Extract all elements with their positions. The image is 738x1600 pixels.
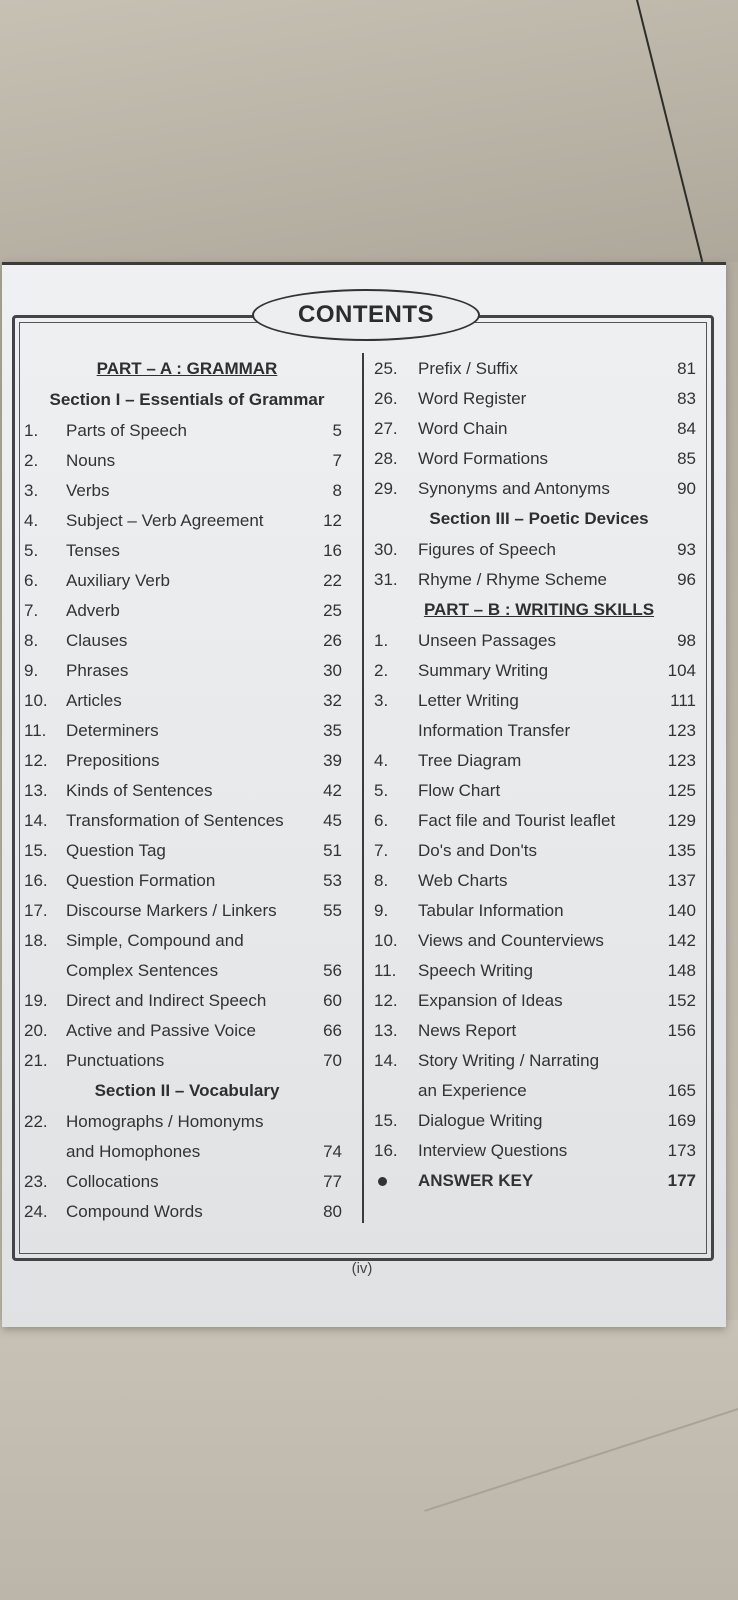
toc-entry-number: 29.	[374, 479, 398, 498]
toc-entry-page: 35	[323, 721, 342, 740]
toc-entry-title: Do's and Don'ts	[418, 841, 537, 860]
section-3-list	[374, 534, 704, 594]
toc-entry-number: 7.	[374, 841, 389, 860]
toc-entry-number: 1.	[24, 421, 39, 440]
toc-entry-title: Unseen Passages	[418, 631, 556, 650]
toc-entry-title: Tenses	[66, 541, 120, 560]
toc-entry-title: Word Formations	[418, 449, 549, 468]
contents-title: CONTENTS	[252, 289, 480, 341]
toc-entry	[24, 655, 350, 685]
toc-entry-page: 142	[667, 931, 696, 950]
toc-entry-title: Direct and Indirect Speech	[66, 991, 267, 1010]
toc-entry	[24, 745, 350, 775]
toc-entry-title: Kinds of Sentences	[66, 781, 213, 800]
toc-entry-title: Synonyms and Antonyms	[418, 479, 610, 498]
toc-entry-number: 25.	[374, 359, 398, 378]
toc-entry-number: 11.	[374, 961, 397, 980]
part-a-heading: PART – A : GRAMMAR	[96, 359, 278, 378]
toc-entry-title: Auxiliary Verb	[66, 571, 170, 590]
toc-entry	[24, 1196, 350, 1226]
toc-entry-title: Simple, Compound and	[66, 931, 244, 950]
toc-entry-title: Flow Chart	[418, 781, 501, 800]
toc-entry-title: Rhyme / Rhyme Scheme	[418, 570, 607, 589]
toc-entry-page: 93	[677, 540, 696, 559]
toc-entry-number: 13.	[374, 1021, 398, 1040]
toc-entry-title: Information Transfer	[418, 721, 571, 740]
toc-entry-number: 5.	[24, 541, 39, 560]
section-2-continued-list	[374, 353, 704, 503]
section-3-heading: Section III – Poetic Devices	[429, 509, 649, 528]
toc-entry-page: 84	[677, 419, 696, 438]
floor-background-bottom	[0, 1320, 738, 1600]
toc-entry	[24, 985, 350, 1015]
toc-entry-number: 16.	[374, 1141, 398, 1160]
toc-entry-title: News Report	[418, 1021, 517, 1040]
toc-entry	[374, 534, 704, 564]
toc-entry	[374, 1045, 704, 1075]
toc-entry	[24, 445, 350, 475]
answer-key-label: ANSWER KEY	[418, 1171, 534, 1190]
toc-entry-page: 173	[667, 1141, 696, 1160]
column-divider	[362, 353, 364, 1223]
toc-entry-number: 1.	[374, 631, 389, 650]
toc-entry-number: 23.	[24, 1172, 48, 1191]
part-b-heading: PART – B : WRITING SKILLS	[423, 600, 655, 619]
toc-entry	[374, 685, 704, 715]
toc-entry-title: Tabular Information	[418, 901, 564, 920]
toc-entry-number: 13.	[24, 781, 48, 800]
toc-entry-number: 10.	[24, 691, 48, 710]
toc-entry-page: 83	[677, 389, 696, 408]
toc-entry-title: Compound Words	[66, 1202, 203, 1221]
toc-entry-title: Nouns	[66, 451, 116, 470]
toc-entry-page: 98	[677, 631, 696, 650]
toc-entry	[24, 805, 350, 835]
toc-entry-page: 60	[323, 991, 342, 1010]
toc-entry-number: 17.	[24, 901, 48, 920]
toc-entry	[374, 955, 704, 985]
toc-entry	[374, 805, 704, 835]
toc-entry-number: 31.	[374, 570, 398, 589]
toc-entry	[24, 535, 350, 565]
toc-entry-number: 14.	[24, 811, 48, 830]
toc-entry	[24, 715, 350, 745]
answer-key-row	[374, 1165, 704, 1195]
toc-entry	[24, 565, 350, 595]
toc-entry-title: Prefix / Suffix	[418, 359, 518, 378]
toc-entry-page: 152	[667, 991, 696, 1010]
toc-entry-page: 123	[667, 721, 696, 740]
toc-entry-page: 80	[323, 1202, 342, 1221]
toc-entry-page: 22	[323, 571, 342, 590]
toc-entry	[374, 775, 704, 805]
left-column	[24, 353, 350, 1226]
toc-entry-number: 15.	[24, 841, 48, 860]
toc-entry-page: 77	[323, 1172, 342, 1191]
toc-entry-number: 30.	[374, 540, 398, 559]
toc-entry-page: 125	[667, 781, 696, 800]
section-1-heading: Section I – Essentials of Grammar	[49, 390, 325, 409]
toc-entry-page: 123	[667, 751, 696, 770]
section-2-list	[24, 1106, 350, 1226]
toc-entry	[24, 415, 350, 445]
toc-entry-page: 96	[677, 570, 696, 589]
toc-entry-page: 104	[667, 661, 696, 680]
toc-entry-number: 27.	[374, 419, 398, 438]
toc-entry-number: 20.	[24, 1021, 48, 1040]
toc-entry	[24, 775, 350, 805]
toc-entry-page: 12	[323, 511, 342, 530]
answer-key-page: 177	[667, 1171, 696, 1190]
toc-entry-title: Expansion of Ideas	[418, 991, 563, 1010]
toc-entry-page: 66	[323, 1021, 342, 1040]
toc-entry	[24, 1136, 350, 1166]
toc-entry	[374, 715, 704, 745]
toc-entry-title: Word Chain	[418, 419, 508, 438]
toc-entry-title: Clauses	[66, 631, 128, 650]
floor-background-top	[0, 0, 738, 262]
toc-entry-title: Verbs	[66, 481, 110, 500]
toc-entry-page: 81	[677, 359, 696, 378]
toc-entry	[374, 895, 704, 925]
toc-entry	[24, 835, 350, 865]
toc-entry-title: Prepositions	[66, 751, 160, 770]
toc-entry-title: Collocations	[66, 1172, 159, 1191]
toc-entry-page: 111	[670, 691, 696, 710]
toc-entry-page: 135	[667, 841, 696, 860]
toc-entry-page: 7	[332, 451, 342, 470]
toc-entry-page: 51	[323, 841, 342, 860]
toc-entry-page: 85	[677, 449, 696, 468]
toc-entry-number: 5.	[374, 781, 389, 800]
toc-entry-title: Speech Writing	[418, 961, 533, 980]
toc-entry-title: Adverb	[66, 601, 120, 620]
toc-entry-number: 2.	[24, 451, 39, 470]
toc-entry	[374, 1135, 704, 1165]
toc-entry-number: 7.	[24, 601, 39, 620]
toc-entry-page: 26	[323, 631, 342, 650]
toc-entry	[374, 1105, 704, 1135]
toc-entry-title: Web Charts	[418, 871, 508, 890]
toc-entry-number: 6.	[24, 571, 39, 590]
toc-entry-number: 6.	[374, 811, 389, 830]
toc-entry-number: 24.	[24, 1202, 48, 1221]
toc-entry-number: 15.	[374, 1111, 398, 1130]
toc-entry	[374, 413, 704, 443]
toc-entry	[24, 595, 350, 625]
toc-entry-page: 45	[323, 811, 342, 830]
section-1-list	[24, 415, 350, 1075]
toc-entry-page: 39	[323, 751, 342, 770]
toc-entry-page: 55	[323, 901, 342, 920]
toc-entry	[24, 895, 350, 925]
toc-entry-page: 30	[323, 661, 342, 680]
toc-entry-number: 2.	[374, 661, 389, 680]
toc-entry	[374, 925, 704, 955]
toc-entry-title: Story Writing / Narrating	[418, 1051, 600, 1070]
toc-entry-number: 16.	[24, 871, 48, 890]
toc-entry	[24, 475, 350, 505]
toc-entry-title: Complex Sentences	[66, 961, 219, 980]
toc-entry	[374, 625, 704, 655]
toc-entry-number: 4.	[374, 751, 389, 770]
toc-entry-page: 165	[667, 1081, 696, 1100]
toc-entry-title: Transformation of Sentences	[66, 811, 284, 830]
toc-entry-number: 26.	[374, 389, 398, 408]
toc-entry	[374, 1075, 704, 1105]
toc-entry-number: 28.	[374, 449, 398, 468]
toc-entry-page: 129	[667, 811, 696, 830]
toc-entry-number: 11.	[24, 721, 47, 740]
toc-entry-title: Parts of Speech	[66, 421, 187, 440]
toc-entry	[24, 1166, 350, 1196]
toc-entry-title: Articles	[66, 691, 122, 710]
toc-entry-title: Punctuations	[66, 1051, 165, 1070]
toc-entry-page: 8	[332, 481, 342, 500]
toc-entry-page: 16	[323, 541, 342, 560]
toc-entry	[374, 383, 704, 413]
toc-entry	[374, 564, 704, 594]
toc-entry	[374, 655, 704, 685]
toc-entry-title: Determiners	[66, 721, 159, 740]
toc-entry	[374, 835, 704, 865]
toc-entry-number: 8.	[374, 871, 389, 890]
toc-entry-title: Discourse Markers / Linkers	[66, 901, 277, 920]
toc-entry-number: 14.	[374, 1051, 398, 1070]
book-page	[2, 262, 726, 1327]
toc-entry-title: Question Tag	[66, 841, 166, 860]
toc-entry	[374, 473, 704, 503]
toc-entry-number: 10.	[374, 931, 398, 950]
toc-entry	[374, 1015, 704, 1045]
toc-entry-number: 8.	[24, 631, 39, 650]
toc-entry-page: 5	[332, 421, 342, 440]
toc-entry	[374, 745, 704, 775]
toc-entry-title: Tree Diagram	[418, 751, 522, 770]
toc-entry-page: 137	[667, 871, 696, 890]
toc-entry-title: and Homophones	[66, 1142, 201, 1161]
right-column	[374, 353, 704, 1195]
toc-entry-title: Summary Writing	[418, 661, 549, 680]
toc-entry-title: Figures of Speech	[418, 540, 556, 559]
toc-entry-page: 169	[667, 1111, 696, 1130]
toc-entry	[24, 955, 350, 985]
toc-entry	[374, 865, 704, 895]
toc-entry-title: Phrases	[66, 661, 129, 680]
toc-entry	[24, 685, 350, 715]
bullet-icon	[378, 1177, 387, 1186]
toc-entry-number: 22.	[24, 1112, 48, 1131]
toc-entry-title: Fact file and Tourist leaflet	[418, 811, 616, 830]
toc-entry-title: an Experience	[418, 1081, 527, 1100]
toc-entry-title: Letter Writing	[418, 691, 519, 710]
toc-entry-page: 32	[323, 691, 342, 710]
toc-entry-title: Dialogue Writing	[418, 1111, 543, 1130]
toc-entry-number: 9.	[374, 901, 389, 920]
toc-entry-number: 3.	[374, 691, 389, 710]
section-2-heading: Section II – Vocabulary	[94, 1081, 280, 1100]
toc-entry-title: Interview Questions	[418, 1141, 568, 1160]
toc-entry-title: Views and Counterviews	[418, 931, 604, 950]
toc-entry-page: 156	[667, 1021, 696, 1040]
toc-entry-page: 148	[667, 961, 696, 980]
toc-entry-title: Homographs / Homonyms	[66, 1112, 264, 1131]
toc-entry-number: 3.	[24, 481, 39, 500]
toc-entry	[24, 865, 350, 895]
toc-entry-title: Question Formation	[66, 871, 216, 890]
toc-entry	[24, 625, 350, 655]
toc-entry-number: 9.	[24, 661, 39, 680]
toc-entry-page: 140	[667, 901, 696, 920]
toc-entry-number: 4.	[24, 511, 39, 530]
toc-entry-page: 56	[323, 961, 342, 980]
toc-entry	[24, 505, 350, 535]
toc-entry-number: 18.	[24, 931, 48, 950]
toc-entry	[24, 1106, 350, 1136]
toc-entry	[24, 1015, 350, 1045]
toc-entry-number: 19.	[24, 991, 48, 1010]
toc-entry	[374, 353, 704, 383]
toc-entry-title: Active and Passive Voice	[66, 1021, 256, 1040]
toc-entry-number: 12.	[374, 991, 398, 1010]
toc-entry	[374, 443, 704, 473]
page-number: (iv)	[351, 1260, 373, 1277]
toc-entry-page: 42	[323, 781, 342, 800]
toc-entry	[24, 925, 350, 955]
toc-entry	[24, 1045, 350, 1075]
toc-entry	[374, 985, 704, 1015]
toc-entry-page: 25	[323, 601, 342, 620]
toc-entry-page: 90	[677, 479, 696, 498]
toc-entry-number: 21.	[24, 1051, 48, 1070]
toc-entry-title: Subject – Verb Agreement	[66, 511, 264, 530]
toc-entry-page: 70	[323, 1051, 342, 1070]
toc-entry-number: 12.	[24, 751, 48, 770]
toc-entry-page: 74	[323, 1142, 342, 1161]
toc-entry-title: Word Register	[418, 389, 527, 408]
part-b-list	[374, 625, 704, 1165]
toc-entry-page: 53	[323, 871, 342, 890]
